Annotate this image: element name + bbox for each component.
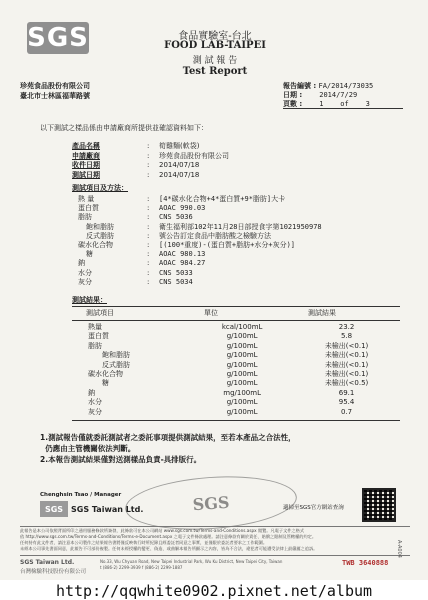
fine-print-line: 依 http://www.sgs.com.tw/Terms-and-Conditions/Terms-e-Document.aspx 之電子文件條款處理。請注意條款有關於責任、賠償之限制及管轄權的約定。 [20,534,317,539]
table-row [72,361,400,370]
result-unit: g/100mL [226,332,258,341]
footer-rule-2 [20,555,410,556]
method-item: 水分 [78,268,92,277]
result-unit: g/100mL [226,379,258,388]
sgs-small-logo: SGS [40,501,68,517]
result-value: 69.1 [338,388,355,397]
verify-text: 適掃至SGS官方網站查詢 [283,505,344,511]
sample-colon: : [147,142,150,150]
table-row [72,408,400,417]
signature-company: SGS Taiwan Ltd. [71,505,144,514]
signature-stamp: SGS [123,471,298,535]
watermark-url[interactable]: http://qqwhite0902.pixnet.net/album [55,582,373,600]
result-unit: g/100mL [226,407,258,416]
method-row [72,269,322,278]
note-line: 2.本報告測試結果僅對送測樣品負責-具排版行。 [40,455,202,464]
method-row [72,195,322,204]
table-row [72,323,400,332]
method-value: AOAC 990.03 [159,204,206,213]
serial-number: TWB 3640888 [342,559,389,567]
result-unit: kcal/100mL [221,323,263,331]
method-value: 號公告訂定食品中脂肪酸之檢驗方法 [159,231,271,240]
method-item: 飽和脂肪 [86,222,114,231]
col-header-result: 測試結果 [308,309,336,317]
result-item: 飽和脂肪 [102,351,130,360]
table-row [72,332,400,341]
table-row [72,342,400,351]
note-line: 仍應由主管機關依法判斷。 [40,444,136,453]
result-item: 鈉 [88,388,95,397]
result-value: 未檢出(<0.5) [324,379,369,388]
method-value: 衛生福利部102年11月28日部授食字第1021950978 [159,222,322,231]
table-row [72,351,400,360]
fine-print-line: 此報告是本公司依照背面所印之通用服務條款所簽發，此條款可在本公司網站 www.sgs.com.tw/Terms-and-Conditions.aspx 閱覽。凡電子文件之格式 [20,528,305,533]
method-item: 灰分 [78,277,92,286]
method-item: 熱 量 [78,195,95,203]
col-header-item: 測試項目 [86,309,114,317]
results-title: 測試結果： [72,296,107,304]
result-unit: g/100mL [226,341,258,350]
sample-colon: : [147,170,150,179]
sample-info [72,142,229,180]
result-item: 反式脂肪 [102,360,130,369]
method-colon: : [147,268,150,277]
method-value: AOAC 980.13 [159,250,206,259]
fine-print [20,528,410,552]
table-row [72,379,400,388]
method-item: 脂肪 [78,213,92,222]
report-date-row [283,91,357,100]
footer-address [100,559,330,571]
method-row [72,213,322,222]
report-number-row [283,82,373,91]
sample-label: 收件日期 [72,161,100,169]
result-unit: g/100mL [226,398,258,407]
method-row [72,250,322,259]
page-count: 1 of 3 [319,100,370,108]
method-value: CNS 5034 [159,277,193,286]
method-row [72,241,322,250]
intro-text: 以下測試之樣品係由申請廠商所提供並確認資料如下： [40,124,208,132]
result-item: 蛋白質 [88,332,109,341]
results-top-rule [72,306,400,307]
method-colon: : [147,213,150,222]
header-rule [283,108,403,109]
result-value: 0.7 [340,407,353,416]
result-item: 灰分 [88,407,102,416]
fine-print-line: 任何持有此文件者，請注意本公司製作之結果報告書將僅反映執行時所紀錄且經委託者同意之事實，並僅限於委託者要求之工作範圍。 [20,540,268,545]
result-item: 糖 [102,379,109,388]
method-value: AOAC 984.27 [159,259,206,268]
result-value: 未檢出(<0.1) [324,341,369,350]
method-row [72,223,322,232]
results-header-rule [72,320,400,321]
sample-row [72,171,229,181]
result-unit: mg/100mL [223,388,261,397]
report-date-label: 日期 : [283,91,303,99]
fine-print-line: 未經本公司事先書面同意，此報告不可部份複製。任何未經授權的變更、偽造、或曲解本報告所顯示之內容，皆為不合法，違犯者可能遭受法律上最嚴厲之追訴。 [20,546,318,551]
result-item: 碳水化合物 [88,370,123,379]
report-date: 2014/7/29 [319,91,358,99]
method-colon: : [147,240,150,249]
method-value: [4*碳水化合物+4*蛋白質+9*脂肪]大卡 [159,195,286,203]
method-colon: : [147,231,150,240]
sample-value: 珍苑食品股份有限公司 [159,151,229,160]
result-item: 熱量 [88,323,102,331]
results-table [72,323,400,417]
result-value: 95.4 [338,398,355,407]
sample-row [72,142,229,152]
method-colon: : [147,277,150,286]
client-name: 珍苑食品股份有限公司 [20,82,90,90]
table-row [72,389,400,398]
footer-phone: t (886-2) 2299-3939 f (886-2) 2299-1887 [100,565,183,570]
sample-label: 測試日期 [72,170,100,179]
result-value: 5.8 [340,332,353,341]
method-colon: : [147,222,150,231]
sample-colon: : [147,161,150,169]
result-unit: g/100mL [226,351,258,360]
method-row [72,259,322,268]
sample-row [72,152,229,162]
sample-label: 申請廠商 [72,151,100,160]
qr-code-icon [362,488,396,522]
notes [40,432,296,465]
sample-value: 2014/07/18 [159,161,200,169]
lab-title-cn: 食品實驗室-台北 [178,31,252,42]
result-value: 23.2 [338,323,355,331]
client-address: 臺北市士林區福華路號 [20,92,90,100]
methods-title: 測試項目及方法： [72,184,128,192]
method-row [72,204,322,213]
method-item: 反式脂肪 [86,231,114,240]
report-title-en: Test Report [182,66,248,77]
methods-list [72,195,322,287]
result-value: 未檢出(<0.1) [324,351,369,360]
result-unit: g/100mL [226,370,258,379]
col-header-unit: 單位 [204,309,218,317]
method-colon: : [147,250,150,259]
sample-label: 產品名稱 [72,142,100,150]
report-number-label: 報告編號 : [283,82,317,90]
sample-value: 2014/07/18 [159,170,200,179]
form-code: A-A004 [396,540,402,558]
result-item: 脂肪 [88,341,102,350]
footer-company-en: SGS Taiwan Ltd. [20,559,75,566]
sample-colon: : [147,151,150,160]
result-value: 未檢出(<0.1) [324,370,369,379]
footer-rule [20,526,410,527]
method-value: CNS 5036 [159,213,193,222]
note-line: 1.測試報告僅就委託測試者之委託事項提供測試結果，至若本產品之合法性， [40,433,296,442]
method-item: 糖 [86,250,93,259]
method-item: 碳水化合物 [78,240,113,249]
method-colon: : [147,195,150,203]
report-title-cn: 測 試 報 告 [192,56,238,66]
lab-title-en: FOOD LAB-TAIPEI [164,40,266,51]
page-label: 頁數 : [283,100,303,108]
method-row [72,278,322,287]
method-item: 蛋白質 [78,204,99,213]
result-value: 未檢出(<0.1) [324,360,369,369]
method-value: CNS 5033 [159,268,193,277]
sample-value: 筍雞麵(軟袋) [159,142,200,150]
signer-name: Chenghsin Tsao / Manager [40,492,122,498]
result-item: 水分 [88,398,102,407]
footer-address-line: No.33, Wu Chyuan Road, New Taipei Industrial Park, Wu Ku District, New Taipei City, Taiwan [100,559,283,564]
results-bottom-rule [72,420,400,421]
sgs-logo: SGS [27,23,89,53]
method-value: [(100*重度)-(蛋白質+脂肪+水分+灰分)] [159,240,296,249]
method-row [72,232,322,241]
footer-company-cn: 台灣檢驗科技股份有限公司 [20,569,87,575]
table-row [72,398,400,407]
result-unit: g/100mL [226,360,258,369]
method-colon: : [147,259,150,268]
sample-row [72,161,229,171]
method-item: 鈉 [78,259,85,268]
method-colon: : [147,204,150,213]
report-number: FA/2014/73035 [318,82,374,90]
